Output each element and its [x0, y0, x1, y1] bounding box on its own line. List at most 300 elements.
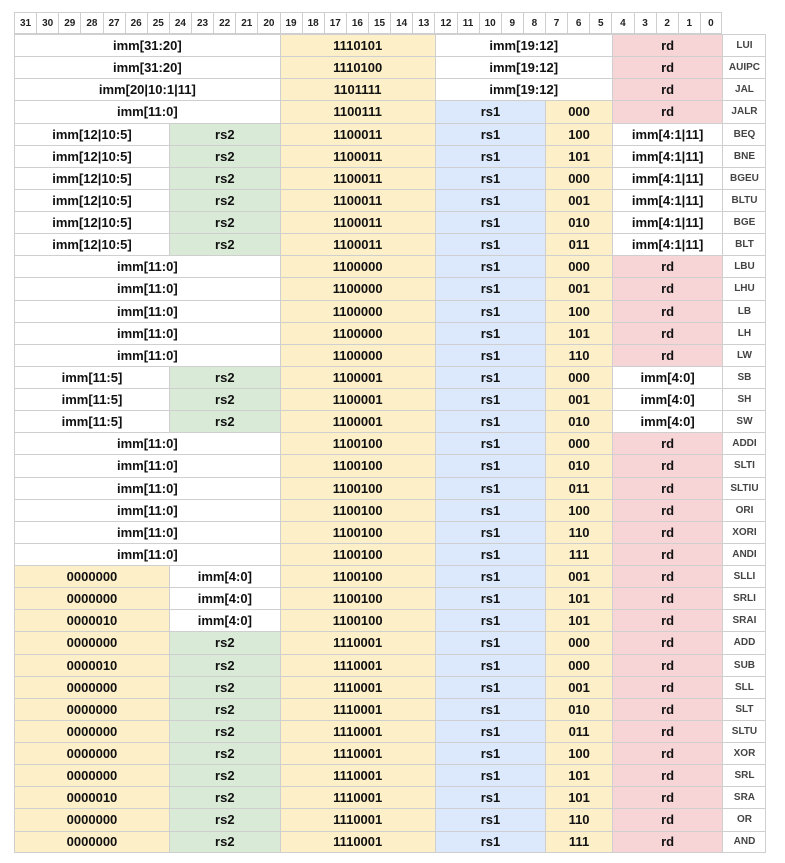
field-cell: rd: [612, 654, 723, 676]
field-cell: imm[11:0]: [14, 543, 280, 565]
field-cell: rd: [612, 720, 723, 742]
field-cell: 0000010: [14, 786, 169, 808]
field-cell: 100: [545, 300, 611, 322]
field-cell: rs2: [169, 808, 280, 830]
instruction-row: [14, 211, 768, 233]
mnemonic-label: LHU: [722, 277, 766, 299]
field-cell: 110: [545, 521, 611, 543]
field-cell: rs1: [435, 211, 546, 233]
field-cell: imm[4:0]: [612, 410, 723, 432]
instruction-row: [14, 432, 768, 454]
instruction-row: [14, 78, 768, 100]
mnemonic-label: SW: [722, 410, 766, 432]
field-cell: rd: [612, 277, 723, 299]
field-cell: rs1: [435, 432, 546, 454]
field-cell: 100: [545, 499, 611, 521]
field-cell: 010: [545, 211, 611, 233]
mnemonic-label: SLLI: [722, 565, 766, 587]
field-cell: 010: [545, 410, 611, 432]
field-cell: imm[31:20]: [14, 56, 280, 78]
mnemonic-label: BGE: [722, 211, 766, 233]
field-cell: rs1: [435, 189, 546, 211]
mnemonic-label: SLL: [722, 676, 766, 698]
instruction-row: [14, 742, 768, 764]
bit-index-cell: 11: [457, 12, 479, 34]
field-cell: rs1: [435, 676, 546, 698]
field-cell: 1100100: [280, 609, 435, 631]
field-cell: rs1: [435, 477, 546, 499]
field-cell: rd: [612, 34, 723, 56]
bit-index-cell: 31: [14, 12, 36, 34]
field-cell: 1100000: [280, 255, 435, 277]
field-cell: rs2: [169, 123, 280, 145]
field-cell: 1110001: [280, 831, 435, 853]
mnemonic-label: SRA: [722, 786, 766, 808]
field-cell: rs2: [169, 720, 280, 742]
field-cell: imm[12|10:5]: [14, 211, 169, 233]
instruction-row: [14, 477, 768, 499]
field-cell: 011: [545, 233, 611, 255]
field-cell: 101: [545, 587, 611, 609]
field-cell: rd: [612, 764, 723, 786]
mnemonic-label: BNE: [722, 145, 766, 167]
field-cell: rs2: [169, 211, 280, 233]
field-cell: imm[11:0]: [14, 521, 280, 543]
field-cell: rs2: [169, 676, 280, 698]
field-cell: rs1: [435, 742, 546, 764]
field-cell: rs1: [435, 631, 546, 653]
field-cell: 000: [545, 255, 611, 277]
field-cell: rs2: [169, 410, 280, 432]
field-cell: rd: [612, 676, 723, 698]
field-cell: 0000000: [14, 565, 169, 587]
field-cell: imm[12|10:5]: [14, 233, 169, 255]
field-cell: 1101111: [280, 78, 435, 100]
instruction-row: [14, 145, 768, 167]
instruction-row: [14, 565, 768, 587]
field-cell: rs2: [169, 631, 280, 653]
field-cell: rs1: [435, 808, 546, 830]
field-cell: 1100011: [280, 167, 435, 189]
mnemonic-label: SLTU: [722, 720, 766, 742]
mnemonic-label: SRL: [722, 764, 766, 786]
field-cell: rs1: [435, 609, 546, 631]
field-cell: imm[12|10:5]: [14, 123, 169, 145]
field-cell: rs1: [435, 654, 546, 676]
field-cell: 0000000: [14, 831, 169, 853]
instruction-row: [14, 454, 768, 476]
field-cell: 1110101: [280, 34, 435, 56]
field-cell: 111: [545, 543, 611, 565]
field-cell: rs1: [435, 255, 546, 277]
mnemonic-label: ADDI: [722, 432, 766, 454]
instruction-row: [14, 100, 768, 122]
field-cell: 1100000: [280, 322, 435, 344]
instruction-row: [14, 808, 768, 830]
field-cell: rs2: [169, 233, 280, 255]
field-cell: 000: [545, 167, 611, 189]
field-cell: 000: [545, 366, 611, 388]
field-cell: imm[19:12]: [435, 34, 612, 56]
field-cell: 010: [545, 698, 611, 720]
field-cell: rs1: [435, 388, 546, 410]
field-cell: imm[11:5]: [14, 388, 169, 410]
field-cell: 1100011: [280, 211, 435, 233]
field-cell: rs1: [435, 300, 546, 322]
mnemonic-label: XORI: [722, 521, 766, 543]
field-cell: rs2: [169, 145, 280, 167]
mnemonic-label: ORI: [722, 499, 766, 521]
field-cell: 100: [545, 123, 611, 145]
field-cell: 1100100: [280, 587, 435, 609]
field-cell: 1100000: [280, 300, 435, 322]
bit-index-cell: 22: [213, 12, 235, 34]
field-cell: rs2: [169, 742, 280, 764]
field-cell: rs1: [435, 698, 546, 720]
field-cell: imm[4:1|11]: [612, 189, 723, 211]
field-cell: imm[11:0]: [14, 277, 280, 299]
mnemonic-label: SB: [722, 366, 766, 388]
field-cell: imm[11:0]: [14, 344, 280, 366]
field-cell: 1100011: [280, 123, 435, 145]
field-cell: 1110100: [280, 56, 435, 78]
instruction-row: [14, 233, 768, 255]
field-cell: rs1: [435, 543, 546, 565]
mnemonic-label: XOR: [722, 742, 766, 764]
field-cell: imm[4:1|11]: [612, 167, 723, 189]
bit-index-cell: 16: [346, 12, 368, 34]
bit-index-cell: 3: [634, 12, 656, 34]
field-cell: imm[4:1|11]: [612, 233, 723, 255]
instruction-row: [14, 123, 768, 145]
field-cell: 001: [545, 565, 611, 587]
field-cell: 0000000: [14, 698, 169, 720]
instruction-row: [14, 167, 768, 189]
field-cell: rd: [612, 78, 723, 100]
field-cell: 1110001: [280, 698, 435, 720]
field-cell: 000: [545, 631, 611, 653]
bit-index-cell: 4: [611, 12, 633, 34]
bit-index-cell: 28: [80, 12, 102, 34]
mnemonic-label: BLT: [722, 233, 766, 255]
mnemonic-label: LH: [722, 322, 766, 344]
field-cell: imm[4:0]: [169, 587, 280, 609]
field-cell: 0000010: [14, 609, 169, 631]
field-cell: 101: [545, 764, 611, 786]
mnemonic-label: SUB: [722, 654, 766, 676]
field-cell: 1100000: [280, 277, 435, 299]
instruction-row: [14, 322, 768, 344]
field-cell: 0000010: [14, 654, 169, 676]
instruction-row: [14, 764, 768, 786]
field-cell: rs1: [435, 565, 546, 587]
field-cell: 1110001: [280, 654, 435, 676]
instruction-row: [14, 543, 768, 565]
field-cell: 101: [545, 609, 611, 631]
field-cell: 0000000: [14, 587, 169, 609]
field-cell: 1100100: [280, 432, 435, 454]
field-cell: rd: [612, 543, 723, 565]
instruction-row: [14, 189, 768, 211]
field-cell: rs2: [169, 698, 280, 720]
field-cell: 101: [545, 322, 611, 344]
field-cell: imm[11:0]: [14, 454, 280, 476]
mnemonic-label: SLTI: [722, 454, 766, 476]
field-cell: 1100011: [280, 233, 435, 255]
mnemonic-label: BGEU: [722, 167, 766, 189]
field-cell: 1100011: [280, 145, 435, 167]
field-cell: imm[4:1|11]: [612, 145, 723, 167]
field-cell: rs1: [435, 277, 546, 299]
instruction-row: [14, 56, 768, 78]
field-cell: 001: [545, 189, 611, 211]
field-cell: 100: [545, 742, 611, 764]
mnemonic-label: LBU: [722, 255, 766, 277]
field-cell: imm[11:0]: [14, 432, 280, 454]
field-cell: 1110001: [280, 676, 435, 698]
field-cell: rs2: [169, 831, 280, 853]
field-cell: imm[11:0]: [14, 255, 280, 277]
field-cell: rs1: [435, 499, 546, 521]
bit-index-cell: 23: [191, 12, 213, 34]
instruction-row: [14, 587, 768, 609]
instruction-row: [14, 831, 768, 853]
field-cell: rs2: [169, 786, 280, 808]
field-cell: 0000000: [14, 676, 169, 698]
field-cell: 1100011: [280, 189, 435, 211]
field-cell: 110: [545, 808, 611, 830]
field-cell: rd: [612, 100, 723, 122]
field-cell: imm[4:0]: [169, 609, 280, 631]
mnemonic-label: BLTU: [722, 189, 766, 211]
field-cell: imm[4:0]: [612, 388, 723, 410]
field-cell: 0000000: [14, 742, 169, 764]
field-cell: imm[12|10:5]: [14, 145, 169, 167]
field-cell: 0000000: [14, 631, 169, 653]
field-cell: rs1: [435, 831, 546, 853]
field-cell: 1100100: [280, 499, 435, 521]
instruction-row: [14, 698, 768, 720]
field-cell: 000: [545, 654, 611, 676]
instruction-row: [14, 786, 768, 808]
field-cell: imm[19:12]: [435, 56, 612, 78]
field-cell: 1100100: [280, 454, 435, 476]
field-cell: rd: [612, 432, 723, 454]
field-cell: rs1: [435, 786, 546, 808]
bit-index-cell: 12: [434, 12, 456, 34]
field-cell: 1100001: [280, 366, 435, 388]
bit-index-cell: 0: [700, 12, 722, 34]
field-cell: rs1: [435, 145, 546, 167]
field-cell: rd: [612, 344, 723, 366]
field-cell: 111: [545, 831, 611, 853]
field-cell: 1110001: [280, 808, 435, 830]
field-cell: rd: [612, 454, 723, 476]
field-cell: 1110001: [280, 631, 435, 653]
bit-index-cell: 18: [302, 12, 324, 34]
bit-index-cell: 17: [324, 12, 346, 34]
field-cell: imm[12|10:5]: [14, 189, 169, 211]
field-cell: rs1: [435, 167, 546, 189]
mnemonic-label: SRLI: [722, 587, 766, 609]
field-cell: imm[4:1|11]: [612, 211, 723, 233]
field-cell: rs1: [435, 100, 546, 122]
field-cell: 011: [545, 477, 611, 499]
mnemonic-label: OR: [722, 808, 766, 830]
field-cell: imm[20|10:1|11]: [14, 78, 280, 100]
instruction-row: [14, 654, 768, 676]
bit-index-cell: 15: [368, 12, 390, 34]
field-cell: 1110001: [280, 764, 435, 786]
field-cell: imm[11:5]: [14, 410, 169, 432]
field-cell: rd: [612, 56, 723, 78]
instruction-row: [14, 300, 768, 322]
field-cell: imm[11:0]: [14, 300, 280, 322]
instruction-row: [14, 720, 768, 742]
field-cell: 1100000: [280, 344, 435, 366]
field-cell: 101: [545, 786, 611, 808]
bit-index-cell: 25: [147, 12, 169, 34]
instruction-encoding-table: [14, 34, 768, 853]
field-cell: rs2: [169, 167, 280, 189]
field-cell: 011: [545, 720, 611, 742]
instruction-row: [14, 255, 768, 277]
field-cell: 010: [545, 454, 611, 476]
bit-index-cell: 29: [58, 12, 80, 34]
field-cell: rd: [612, 565, 723, 587]
field-cell: rd: [612, 499, 723, 521]
field-cell: 1100001: [280, 388, 435, 410]
mnemonic-label: BEQ: [722, 123, 766, 145]
bit-index-cell: 30: [36, 12, 58, 34]
field-cell: imm[11:0]: [14, 322, 280, 344]
field-cell: 000: [545, 100, 611, 122]
mnemonic-label: AND: [722, 831, 766, 853]
field-cell: imm[4:0]: [612, 366, 723, 388]
mnemonic-label: ANDI: [722, 543, 766, 565]
bit-index-cell: 6: [567, 12, 589, 34]
field-cell: 0000000: [14, 720, 169, 742]
bit-index-cell: 19: [280, 12, 302, 34]
field-cell: 101: [545, 145, 611, 167]
field-cell: 110: [545, 344, 611, 366]
mnemonic-label: AUIPC: [722, 56, 766, 78]
field-cell: rs2: [169, 764, 280, 786]
field-cell: rs1: [435, 344, 546, 366]
bit-index-cell: 26: [125, 12, 147, 34]
bit-index-cell: 14: [390, 12, 412, 34]
mnemonic-label: ADD: [722, 631, 766, 653]
field-cell: 1110001: [280, 742, 435, 764]
field-cell: rs2: [169, 189, 280, 211]
instruction-row: [14, 366, 768, 388]
mnemonic-label: LUI: [722, 34, 766, 56]
bit-index-cell: 21: [235, 12, 257, 34]
bit-index-cell: 2: [656, 12, 678, 34]
instruction-row: [14, 388, 768, 410]
field-cell: rd: [612, 831, 723, 853]
instruction-row: [14, 631, 768, 653]
field-cell: rs2: [169, 366, 280, 388]
field-cell: imm[11:0]: [14, 100, 280, 122]
instruction-row: [14, 277, 768, 299]
mnemonic-label: LB: [722, 300, 766, 322]
field-cell: rd: [612, 300, 723, 322]
field-cell: rs1: [435, 322, 546, 344]
bit-index-cell: 1: [678, 12, 700, 34]
instruction-row: [14, 609, 768, 631]
field-cell: 0000000: [14, 808, 169, 830]
field-cell: imm[19:12]: [435, 78, 612, 100]
field-cell: rs2: [169, 388, 280, 410]
field-cell: imm[4:1|11]: [612, 123, 723, 145]
bit-index-cell: 10: [479, 12, 501, 34]
instruction-row: [14, 499, 768, 521]
field-cell: 001: [545, 388, 611, 410]
field-cell: rs1: [435, 764, 546, 786]
bit-index-cell: 20: [257, 12, 279, 34]
instruction-row: [14, 34, 768, 56]
instruction-row: [14, 521, 768, 543]
bit-index-cell: 8: [523, 12, 545, 34]
instruction-row: [14, 410, 768, 432]
field-cell: imm[4:0]: [169, 565, 280, 587]
field-cell: 1100100: [280, 477, 435, 499]
mnemonic-label: SLT: [722, 698, 766, 720]
field-cell: 0000000: [14, 764, 169, 786]
field-cell: rd: [612, 322, 723, 344]
field-cell: rd: [612, 587, 723, 609]
bit-index-cell: 27: [103, 12, 125, 34]
field-cell: rs1: [435, 123, 546, 145]
field-cell: rd: [612, 609, 723, 631]
field-cell: 000: [545, 432, 611, 454]
mnemonic-label: LW: [722, 344, 766, 366]
mnemonic-label: SH: [722, 388, 766, 410]
field-cell: 001: [545, 676, 611, 698]
field-cell: rd: [612, 742, 723, 764]
field-cell: 1110001: [280, 786, 435, 808]
field-cell: rd: [612, 631, 723, 653]
bit-index-cell: 13: [412, 12, 434, 34]
field-cell: 1100100: [280, 565, 435, 587]
bit-index-cell: 24: [169, 12, 191, 34]
field-cell: 1100100: [280, 543, 435, 565]
field-cell: rs2: [169, 654, 280, 676]
bit-index-cell: 5: [589, 12, 611, 34]
mnemonic-label: SLTIU: [722, 477, 766, 499]
field-cell: rs1: [435, 521, 546, 543]
field-cell: rd: [612, 255, 723, 277]
field-cell: rd: [612, 521, 723, 543]
mnemonic-label: JAL: [722, 78, 766, 100]
field-cell: 1100001: [280, 410, 435, 432]
field-cell: imm[11:5]: [14, 366, 169, 388]
instruction-row: [14, 676, 768, 698]
field-cell: rs1: [435, 366, 546, 388]
mnemonic-label: JALR: [722, 100, 766, 122]
field-cell: rs1: [435, 587, 546, 609]
field-cell: rs1: [435, 233, 546, 255]
field-cell: rd: [612, 786, 723, 808]
field-cell: 1110001: [280, 720, 435, 742]
field-cell: rd: [612, 698, 723, 720]
field-cell: imm[31:20]: [14, 34, 280, 56]
field-cell: imm[11:0]: [14, 499, 280, 521]
mnemonic-label: SRAI: [722, 609, 766, 631]
field-cell: rs1: [435, 410, 546, 432]
field-cell: 1100111: [280, 100, 435, 122]
